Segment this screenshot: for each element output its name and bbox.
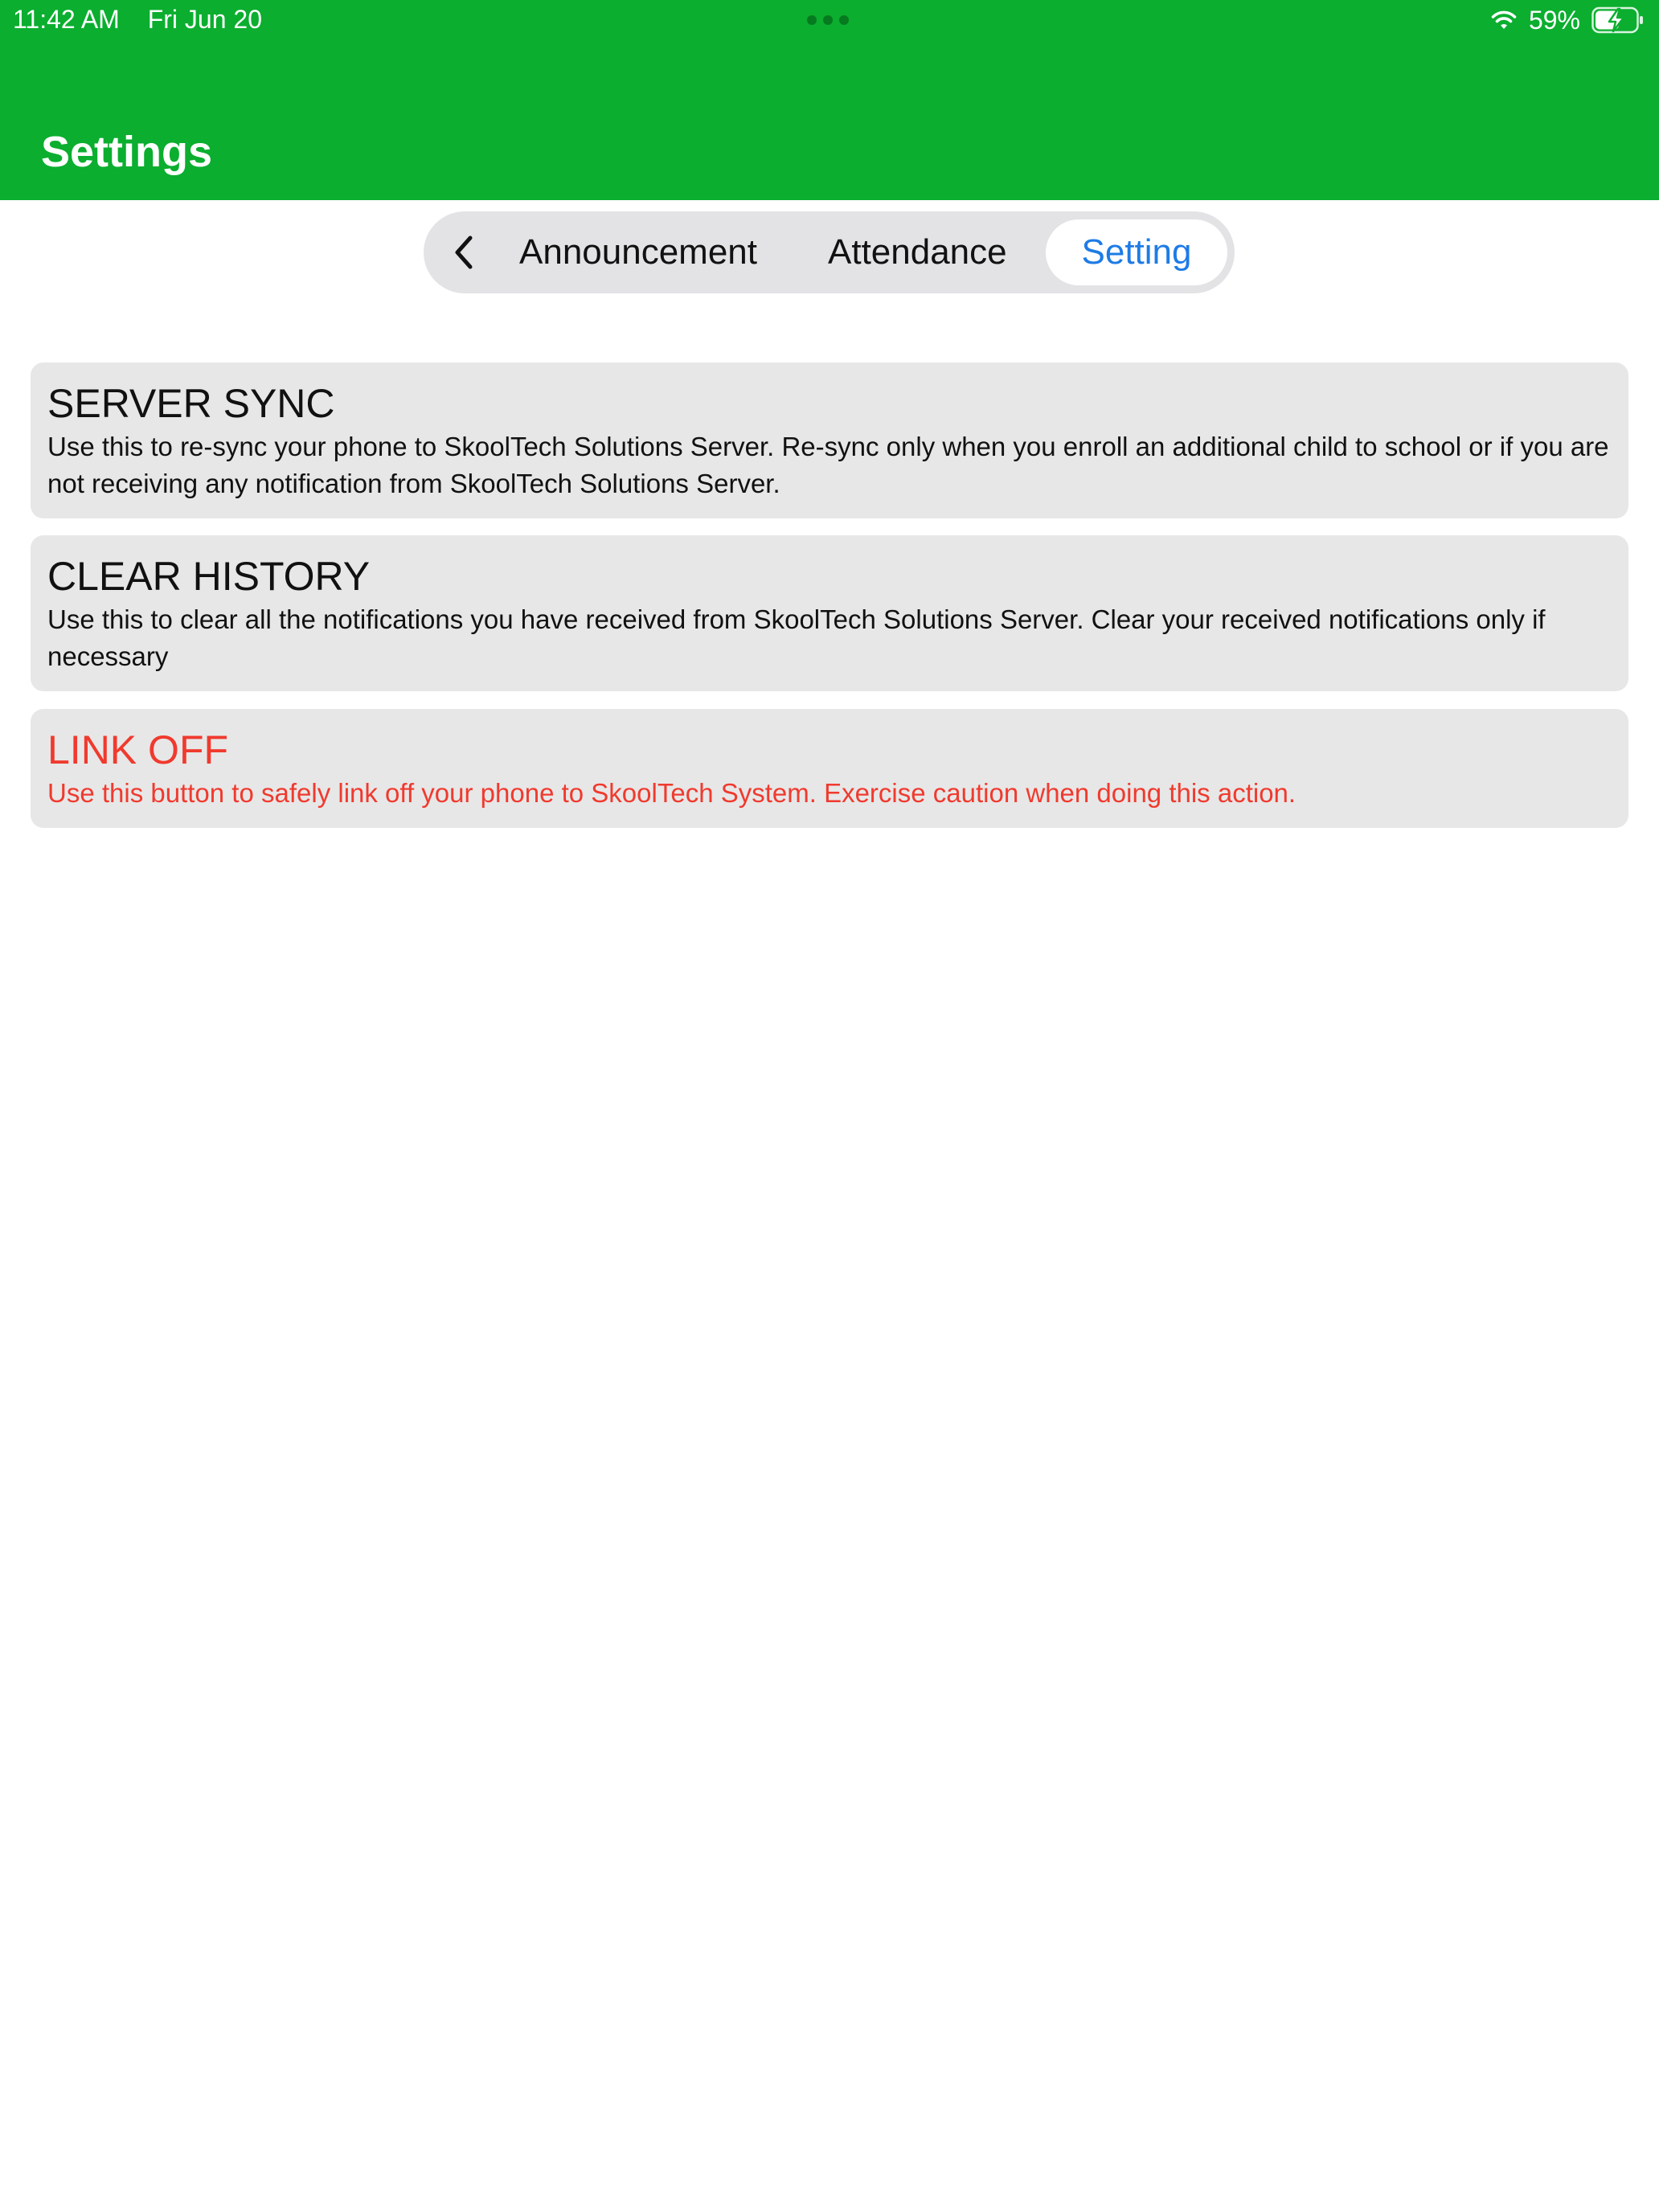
battery-charging-icon xyxy=(1591,6,1645,34)
tab-setting[interactable]: Setting xyxy=(1046,219,1227,285)
tab-announcement[interactable]: Announcement xyxy=(519,232,757,272)
status-date: Fri Jun 20 xyxy=(147,5,262,34)
server-sync-button[interactable] xyxy=(31,363,1628,518)
page-title: Settings xyxy=(41,128,213,176)
server-sync-description: Use this to re-sync your phone to SkoolTech Solutions Server. Re-sync only when you enroll an additional child to school or if you are not receiving any notification from SkoolTech Solutions Server. xyxy=(47,432,1609,498)
wifi-icon xyxy=(1490,10,1518,31)
link-off-description: Use this button to safely link off your phone to SkoolTech System. Exercise caution when doing this action. xyxy=(47,778,1296,808)
tab-bar xyxy=(424,211,1235,293)
link-off-title: LINK OFF xyxy=(47,727,229,772)
status-bar-left xyxy=(13,5,262,35)
app-header xyxy=(0,0,1659,200)
chevron-left-icon xyxy=(453,235,475,270)
status-bar-right xyxy=(1490,5,1645,35)
back-button[interactable] xyxy=(443,231,485,273)
multitasking-dots-icon[interactable] xyxy=(807,15,849,25)
clear-history-title: CLEAR HISTORY xyxy=(47,554,371,599)
status-time: 11:42 AM xyxy=(13,5,120,34)
clear-history-description: Use this to clear all the notifications you have received from SkoolTech Solutions Server. Clear your received notifications only if necessary xyxy=(47,604,1546,671)
battery-percent: 59% xyxy=(1528,5,1580,35)
server-sync-title: SERVER SYNC xyxy=(47,381,335,426)
link-off-button[interactable] xyxy=(31,709,1628,828)
tab-attendance[interactable]: Attendance xyxy=(828,232,1007,272)
clear-history-button[interactable] xyxy=(31,535,1628,691)
